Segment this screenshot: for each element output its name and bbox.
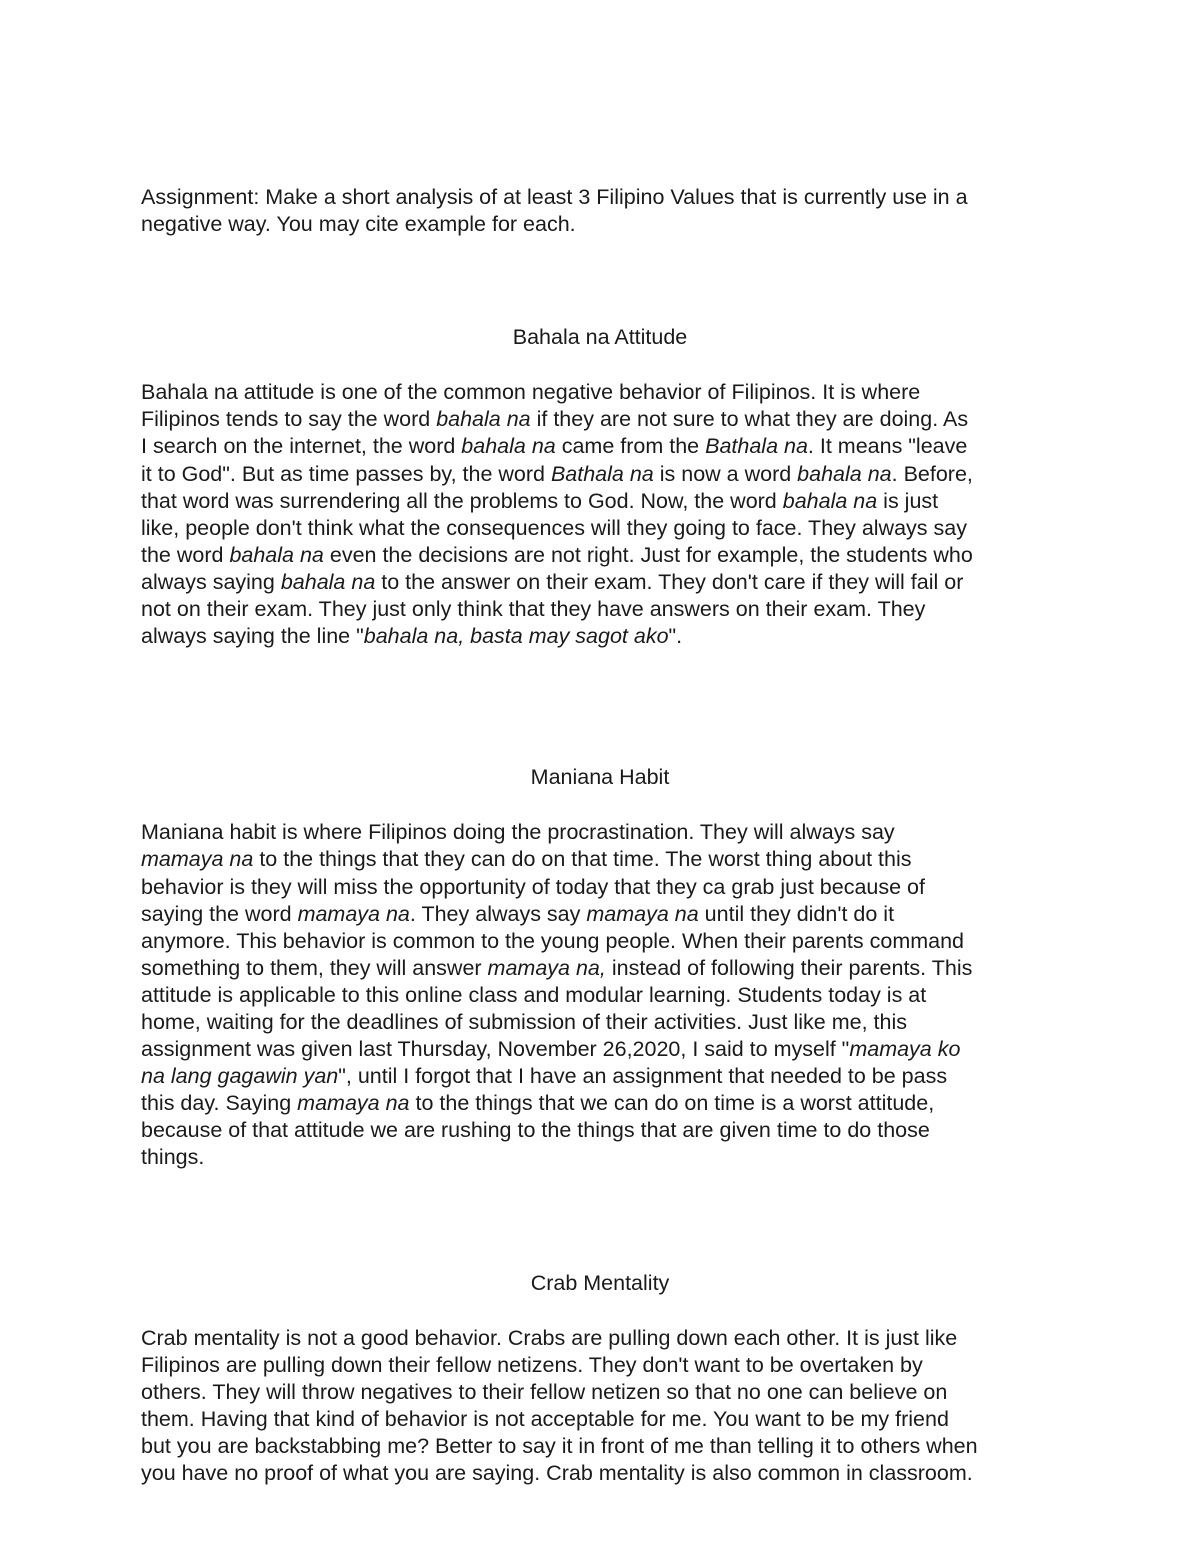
text-run: even the decisions are not right. Just for example, the students who: [323, 542, 973, 567]
italic-term: bahala na: [280, 569, 376, 594]
section-maniana-habit: [141, 764, 1061, 1171]
text-run: it to God". But as time passes by, the word: [141, 461, 551, 486]
text-run: them. Having that kind of behavior is not acceptable for me. You want to be my friend: [141, 1406, 949, 1431]
text-run: . Before,: [891, 461, 973, 486]
text-line: [141, 433, 1061, 460]
text-run: to the things that we can do on time is a worst attitude,: [409, 1091, 935, 1116]
text-run: is now a word: [653, 461, 798, 486]
text-run: negative way. You may cite example for each.: [141, 212, 576, 237]
text-run: assignment was given last Thursday, November 26,2020, I said to myself ": [141, 1037, 850, 1062]
text-line: [141, 1379, 1061, 1406]
text-run: Maniana habit is where Filipinos doing the procrastination. They will always say: [141, 820, 895, 845]
text-line: [141, 1063, 1061, 1090]
section-bahala-na: [141, 324, 1061, 650]
section-paragraph: [141, 379, 1061, 650]
text-run: ".: [668, 624, 683, 649]
text-run: if they are not sure to what they are doing. As: [530, 407, 969, 432]
text-line: [141, 623, 1061, 650]
text-line: [141, 461, 1061, 488]
text-run: ", until I forgot that I have an assignment that needed to be pass: [338, 1064, 948, 1089]
text-line: [141, 1460, 1061, 1487]
text-run: to the answer on their exam. They don't care if they will fail or: [375, 569, 964, 594]
text-line: [141, 1352, 1061, 1379]
text-line: [141, 982, 1061, 1009]
italic-term: bahala na: [461, 434, 556, 459]
text-line: [141, 955, 1061, 982]
text-run: but you are backstabbing me? Better to say it in front of me than telling it to others when: [141, 1434, 978, 1458]
italic-term: Bathala na: [705, 434, 808, 459]
text-run: anymore. This behavior is common to the young people. When their parents command: [141, 928, 965, 953]
italic-term: mamaya ko: [849, 1037, 961, 1062]
text-line: [141, 1144, 1061, 1171]
text-run: saying the word: [141, 901, 298, 926]
italic-term: bahala na, basta may sagot ako: [363, 624, 669, 649]
text-line: [141, 1117, 1061, 1144]
text-line: [141, 819, 1061, 846]
section-paragraph: [141, 1325, 1061, 1488]
text-run: Assignment: Make a short analysis of at least 3 Filipino Values that is currently use in a: [141, 185, 968, 209]
text-line: [141, 1009, 1061, 1036]
text-run: not on their exam. They just only think that they have answers on their exam. They: [141, 597, 926, 622]
italic-term: mamaya na: [141, 847, 254, 872]
text-run: came from the: [555, 434, 706, 459]
text-run: is just: [877, 488, 939, 513]
text-run: Filipinos are pulling down their fellow netizens. They don't want to be overtaken by: [141, 1352, 923, 1377]
text-run: behavior is they will miss the opportunity of today that they ca grab just because of: [141, 874, 925, 899]
text-run: something to them, they will answer: [141, 955, 488, 980]
text-run: I search on the internet, the word: [141, 434, 462, 459]
text-run: this day. Saying: [141, 1091, 298, 1116]
section-heading: Crab Mentality: [530, 1270, 670, 1295]
text-run: Bahala na attitude is one of the common negative behavior of Filipinos. It is where: [141, 380, 921, 405]
text-run: always saying: [141, 569, 281, 594]
text-line: [141, 1325, 1061, 1352]
text-line: [141, 542, 1061, 569]
text-line: [141, 901, 1061, 928]
text-run: until they didn't do it: [698, 901, 895, 926]
text-run: you have no proof of what you are saying. Crab mentality is also common in classroom.: [141, 1461, 973, 1486]
text-run: . They always say: [409, 901, 587, 926]
italic-term: bahala na: [782, 488, 878, 513]
text-line: [141, 1090, 1061, 1117]
text-run: always saying the line ": [141, 624, 364, 649]
italic-term: Bathala na: [550, 461, 654, 486]
text-line: [141, 211, 1061, 238]
text-run: Crab mentality is not a good behavior. Crabs are pulling down each other. It is just like: [141, 1325, 958, 1350]
italic-term: mamaya na: [297, 1091, 410, 1116]
text-line: [141, 569, 1061, 596]
section-heading: Bahala na Attitude: [512, 325, 688, 350]
text-line: [141, 1433, 1061, 1460]
italic-term: bahala na: [436, 407, 531, 432]
italic-term: mamaya na: [586, 901, 699, 926]
text-line: [141, 515, 1061, 542]
text-run: home, waiting for the deadlines of submission of their activities. Just like me, this: [141, 1009, 907, 1034]
text-run: that word was surrendering all the problems to God. Now, the word: [141, 488, 783, 513]
text-line: [141, 406, 1061, 433]
document-body: [141, 184, 1061, 1487]
italic-term: na lang gagawin yan: [141, 1064, 339, 1089]
text-run: to the things that they can do on that time. The worst thing about this: [253, 847, 912, 872]
text-line: [141, 488, 1061, 515]
text-line: [141, 596, 1061, 623]
italic-term: bahala na: [797, 461, 892, 486]
italic-term: mamaya na,: [487, 955, 606, 980]
text-line: [141, 846, 1061, 873]
text-run: others. They will throw negatives to their fellow netizen so that no one can believe on: [141, 1379, 948, 1404]
text-line: [141, 1036, 1061, 1063]
text-line: [141, 928, 1061, 955]
italic-term: bahala na: [229, 542, 324, 567]
text-run: attitude is applicable to this online class and modular learning. Students today is at: [141, 982, 927, 1007]
text-run: things.: [141, 1145, 205, 1170]
text-line: [141, 184, 1061, 211]
text-run: like, people don't think what the consequences will they going to face. They always say: [141, 515, 967, 540]
section-crab-mentality: [141, 1270, 1061, 1488]
text-run: instead of following their parents. This: [605, 955, 973, 980]
text-line: [141, 379, 1061, 406]
text-run: because of that attitude we are rushing to the things that are given time to do those: [141, 1118, 930, 1143]
section-heading: Maniana Habit: [530, 765, 670, 790]
text-line: [141, 874, 1061, 901]
text-run: the word: [141, 542, 230, 567]
text-run: . It means "leave: [807, 434, 968, 459]
section-paragraph: [141, 819, 1061, 1171]
assignment-paragraph: [141, 184, 1061, 238]
italic-term: mamaya na: [297, 901, 410, 926]
text-run: Filipinos tends to say the word: [141, 407, 437, 432]
text-line: [141, 1406, 1061, 1433]
